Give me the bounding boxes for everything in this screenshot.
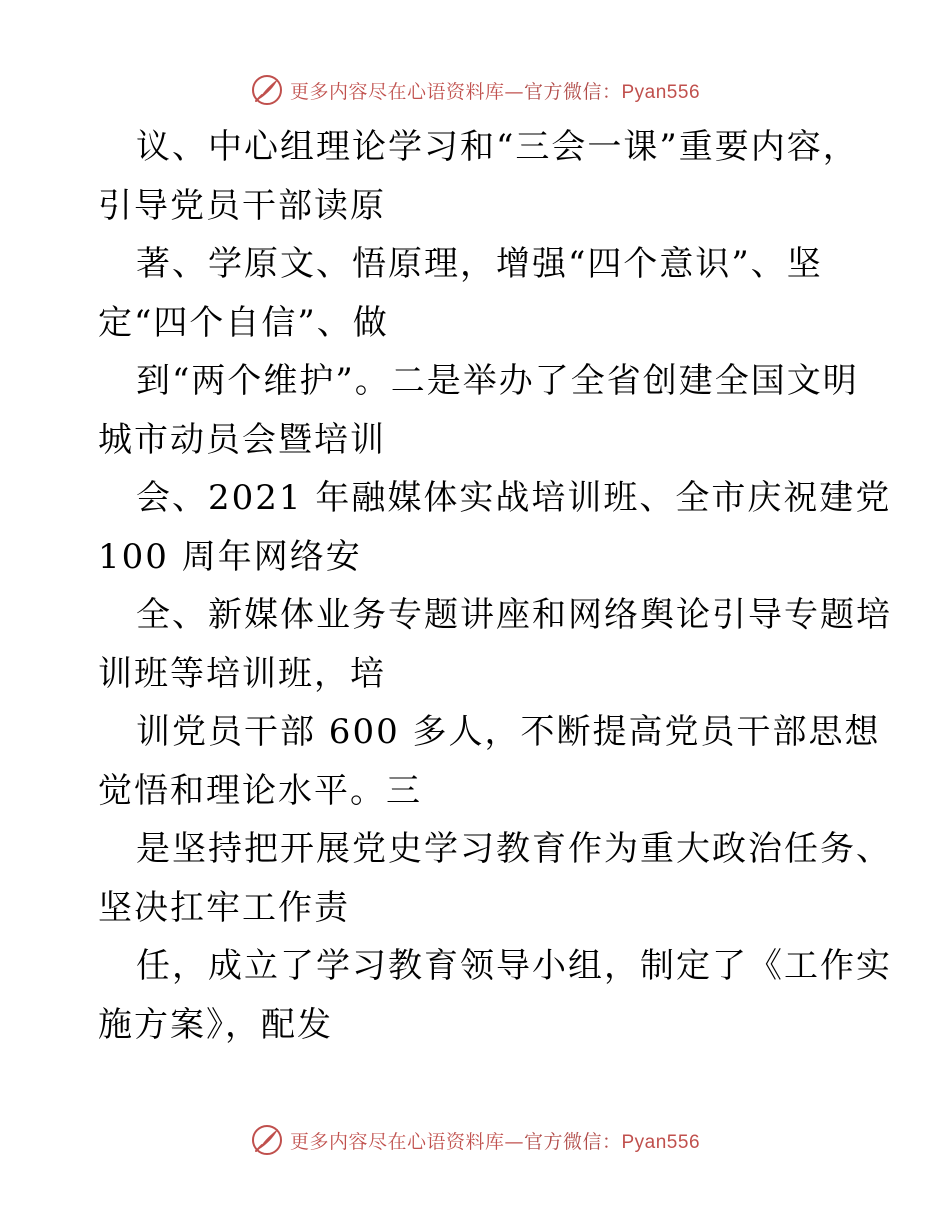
body-line: 议、中心组理论学习和“三会一课”重要内容， [136, 127, 859, 167]
body-line: 任，成立了学习教育领导小组，制定了《工作实 [136, 946, 892, 986]
body-line: 会、2021 年融媒体实战培训班、全市庆祝建党 [136, 478, 892, 518]
footer-banner-text [290, 1127, 700, 1154]
header-wechat-id: Pyan556 [621, 81, 701, 103]
body-line: 到“两个维护”。二是举办了全省创建全国文明 [136, 361, 859, 401]
header-banner-text [290, 77, 700, 104]
header-banner [0, 70, 950, 110]
body-line: 是坚持把开展党史学习教育作为重大政治任务、 [136, 829, 892, 869]
body-line: 觉悟和理论水平。三 [98, 770, 422, 811]
body-line: 著、学原文、悟原理，增强“四个意识”、坚 [136, 244, 823, 284]
body-line: 坚决扛牢工作责 [98, 887, 350, 928]
body-text [98, 118, 892, 1054]
footer-dash: — [504, 1130, 524, 1153]
footer-official-label: 官方微信： [523, 1130, 622, 1153]
header-dash: — [504, 80, 524, 103]
footer-banner [0, 1120, 950, 1160]
body-line: 引导党员干部读原 [98, 185, 386, 226]
body-line: 100 周年网络安 [98, 536, 362, 577]
footer-wechat-id: Pyan556 [621, 1131, 701, 1153]
header-official-label: 官方微信： [523, 80, 622, 103]
footer-site-text: 更多内容尽在心语资料库 [289, 1130, 505, 1153]
body-line: 训党员干部 600 多人，不断提高党员干部思想 [136, 712, 881, 752]
body-line: 施方案》，配发 [98, 1004, 333, 1045]
body-line: 定“四个自信”、做 [98, 302, 389, 343]
feather-pen-logo-icon [250, 73, 284, 107]
feather-pen-logo-icon [250, 1123, 284, 1157]
body-line: 城市动员会暨培训 [98, 419, 386, 460]
body-line: 全、新媒体业务专题讲座和网络舆论引导专题培 [136, 595, 892, 635]
body-line: 训班等培训班，培 [98, 653, 386, 694]
header-site-text: 更多内容尽在心语资料库 [289, 80, 505, 103]
